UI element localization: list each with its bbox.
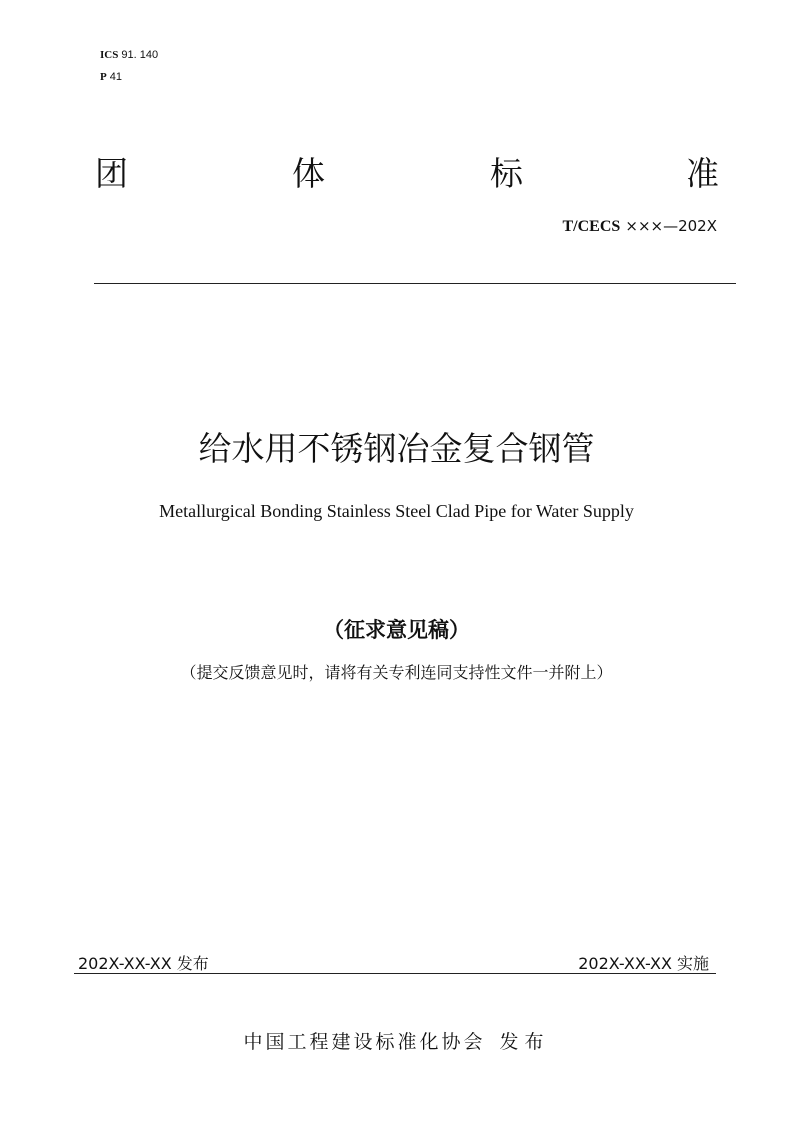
- title-chinese: 给水用不锈钢冶金复合钢管: [198, 429, 595, 468]
- standard-number-code: ×××—202X: [625, 217, 717, 235]
- draft-label: （征求意见稿）: [323, 617, 470, 642]
- standard-type-char-3: 标: [490, 154, 523, 193]
- standard-type-char-2: 体: [292, 154, 325, 193]
- ics-code: 91. 140: [121, 49, 159, 61]
- footer-divider: [74, 973, 716, 974]
- publisher: [0, 1030, 793, 1054]
- standard-number-prefix: T/CECS: [562, 218, 621, 235]
- ccs-classification: [100, 70, 122, 84]
- standard-type-char-4: 准: [686, 154, 719, 193]
- ics-label: ICS: [100, 49, 119, 61]
- standard-type-char-1: 团: [95, 154, 128, 193]
- ccs-label: P: [100, 71, 107, 83]
- implementation-date: 202X-XX-XX 实施: [578, 954, 709, 973]
- standard-number: [562, 216, 717, 237]
- title-english: Metallurgical Bonding Stainless Steel Clad Pipe for Water Supply: [159, 501, 634, 521]
- issue-date: 202X-XX-XX 发布: [78, 954, 209, 973]
- header-divider: [94, 283, 736, 284]
- ccs-code: 41: [109, 71, 123, 83]
- publisher-name: 中国工程建设标准化协会: [243, 1031, 486, 1053]
- publisher-suffix: 发布: [499, 1031, 550, 1053]
- draft-note: （提交反馈意见时，请将有关专利连同支持性文件一并附上）: [180, 663, 613, 682]
- ics-classification: [100, 48, 158, 62]
